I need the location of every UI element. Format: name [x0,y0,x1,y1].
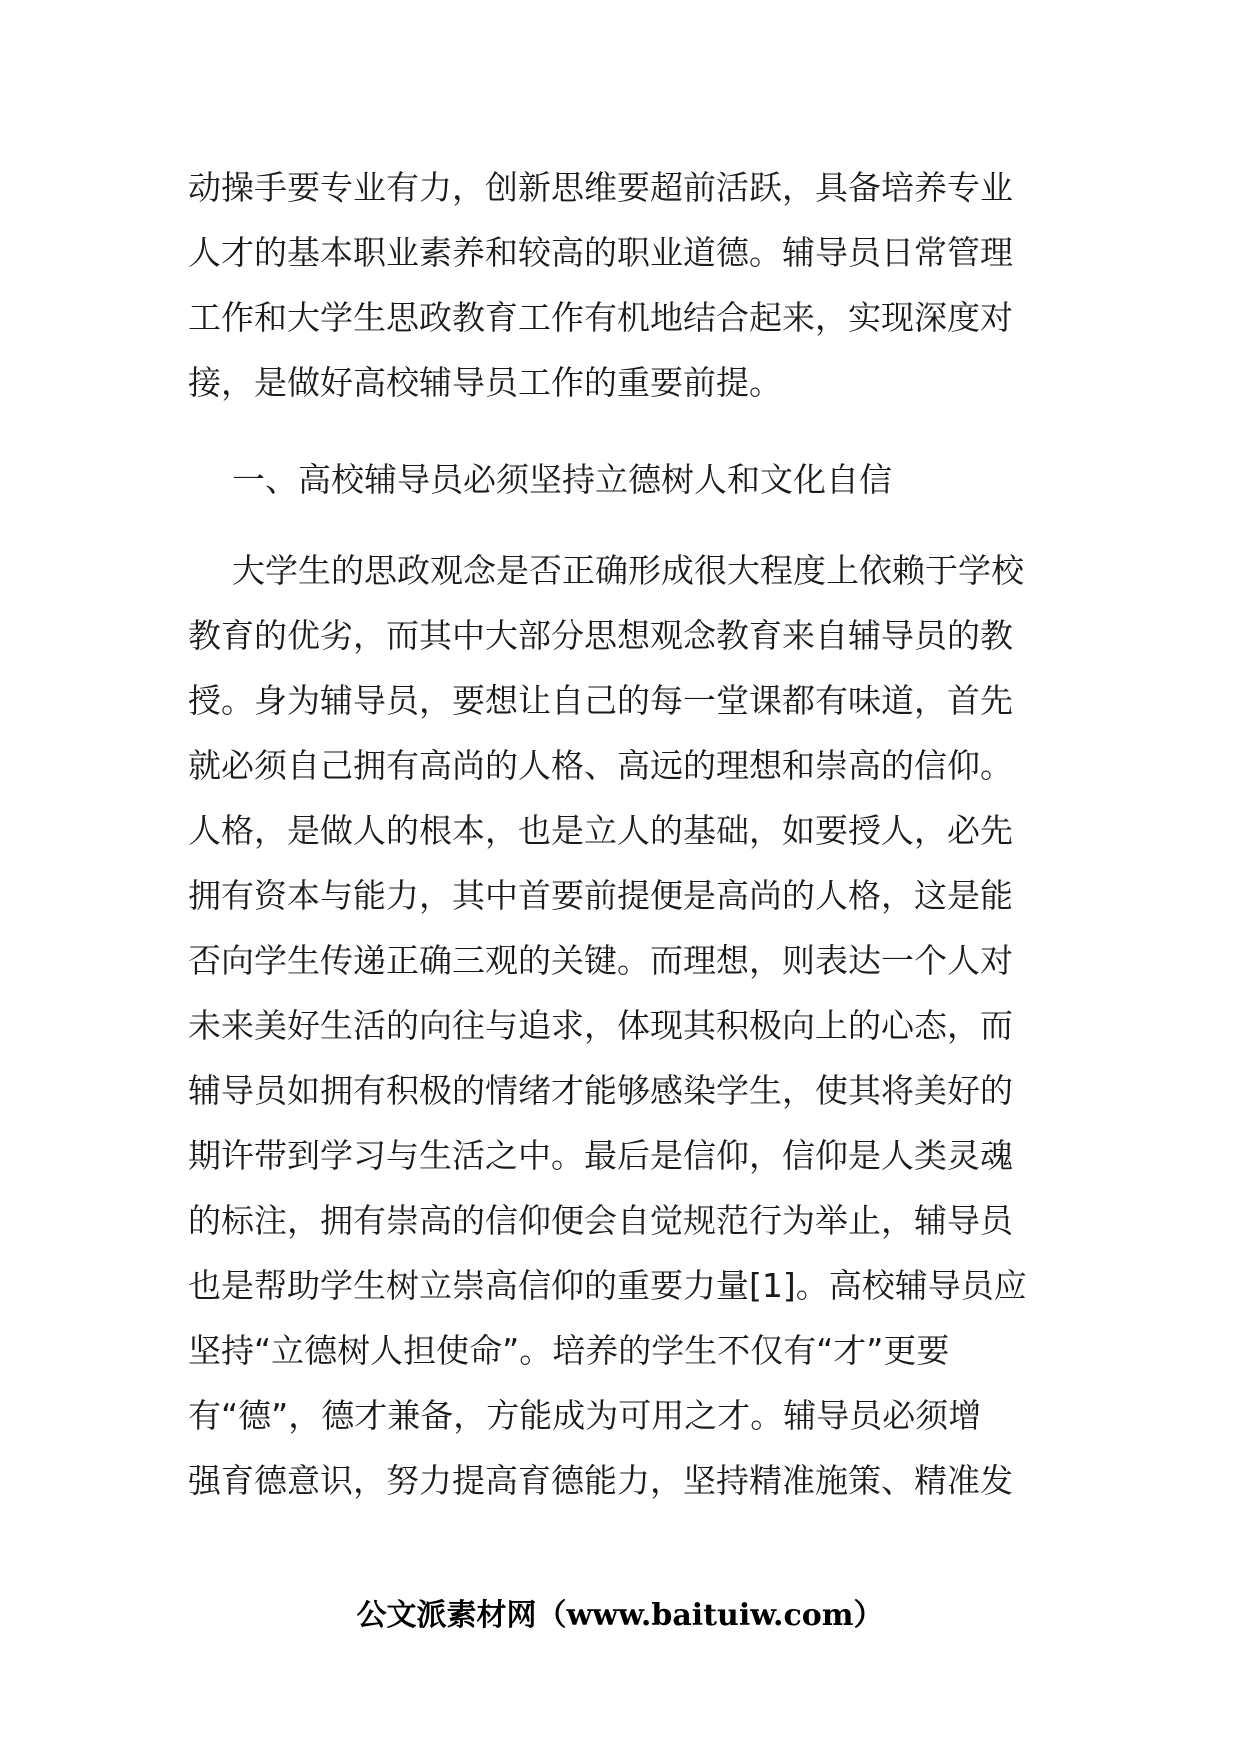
text-line: 期许带到学习与生活之中。最后是信仰，信仰是人类灵魂 [188,1136,1013,1175]
text-line: 拥有资本与能力，其中首要前提便是高尚的人格，这是能 [188,876,1013,915]
text-line: 教育的优劣，而其中大部分思想观念教育来自辅导员的教 [188,616,1013,655]
text-line: 有“德”，德才兼备，方能成为可用之才。辅导员必须增 [188,1396,982,1435]
text-line: 强育德意识，努力提高育德能力，坚持精准施策、精准发 [188,1461,1013,1500]
text-line: 也是帮助学生树立崇高信仰的重要力量[1]。高校辅导员应 [188,1266,1027,1305]
text-line: 坚持“立德树人担使命”。培养的学生不仅有“才”更要 [188,1331,950,1370]
section-heading-text: 一、高校辅导员必须坚持立德树人和文化自信 [232,460,892,499]
body-paragraph [188,538,1068,1513]
text-line: 辅导员如拥有积极的情绪才能够感染学生，使其将美好的 [188,1071,1013,1110]
text-line: 接，是做好高校辅导员工作的重要前提。 [188,363,782,402]
text-line: 的标注，拥有崇高的信仰便会自觉规范行为举止，辅导员 [188,1201,1013,1240]
intro-paragraph [188,155,1068,415]
text-line: 未来美好生活的向往与追求，体现其积极向上的心态，而 [188,1006,1013,1045]
footer-watermark: 公文派素材网（www.baituiw.com） [356,1598,884,1633]
text-line: 人格，是做人的根本，也是立人的基础，如要授人，必先 [188,811,1013,850]
text-line: 授。身为辅导员，要想让自己的每一堂课都有味道，首先 [188,681,1013,720]
text-line: 否向学生传递正确三观的关键。而理想，则表达一个人对 [188,941,1013,980]
section-heading [188,447,1068,512]
text-line: 大学生的思政观念是否正确形成很大程度上依赖于学校 [232,551,1024,590]
text-line: 人才的基本职业素养和较高的职业道德。辅导员日常管理 [188,233,1013,272]
text-line: 工作和大学生思政教育工作有机地结合起来，实现深度对 [188,298,1013,337]
text-line: 动操手要专业有力，创新思维要超前活跃，具备培养专业 [188,168,1013,207]
text-line: 就必须自己拥有高尚的人格、高远的理想和崇高的信仰。 [188,746,1013,785]
